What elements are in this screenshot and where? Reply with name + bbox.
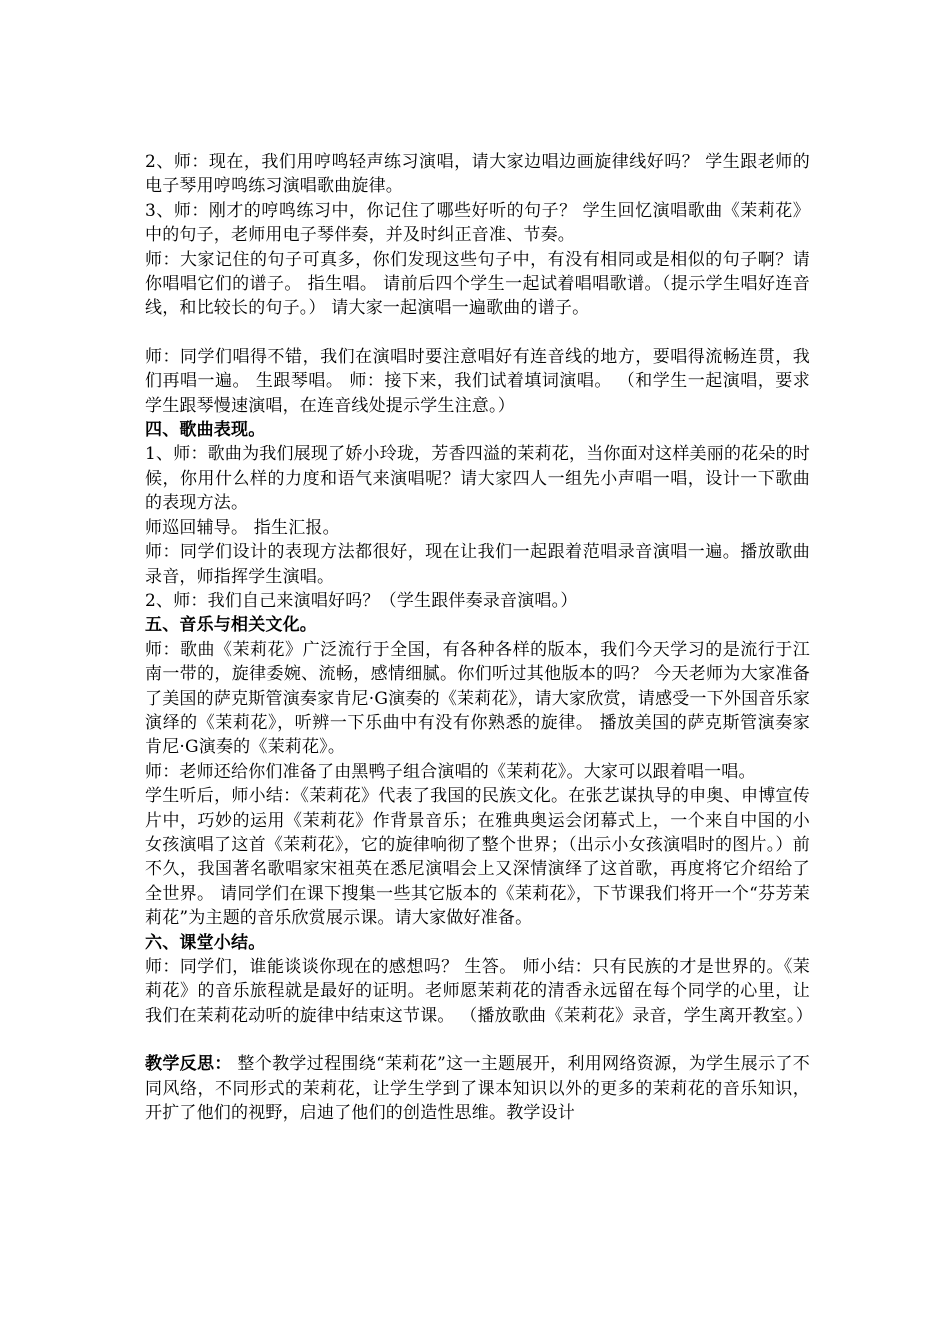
blank-line (145, 321, 810, 345)
section-heading-song-performance: 四、歌曲表现。 (145, 420, 266, 441)
paragraph-versions: 师：歌曲《茉莉花》广泛流行于全国，有各种各样的版本，我们今天学习的是流行于江南一带的，旋律委婉、流畅，感情细腻。你们听过其他版本的吗？ 今天老师为大家准备了美国的萨克斯管演奏家肯尼·G演奏的《茉莉花》，请大家欣赏，请感受一下外国音乐家演绎的《茉莉花》，听辨一下乐曲中有没有你熟悉的旋律。 播放美国的萨克斯管演奏家肯尼·G演奏的《茉莉花》。 (145, 639, 810, 758)
reflection-text: 整个教学过程围绕“茉莉花”这一主题展开，利用网络资源，为学生展示了不同风络，不同形式的茉莉花，让学生学到了课本知识以外的更多的茉莉花的音乐知识，开扩了他们的视野，启迪了他们的创造性思维。教学设计 (145, 1054, 810, 1124)
paragraph-teacher-guidance: 师巡回辅导。 指生汇报。 (145, 517, 340, 538)
section-heading-class-summary: 六、课堂小结。 (145, 932, 266, 953)
paragraph-reflection (145, 1052, 810, 1125)
paragraph-humming-practice: 2、师：现在，我们用哼鸣轻声练习演唱，请大家边唱边画旋律线好吗？ 学生跟老师的电子琴用哼鸣练习演唱歌曲旋律。 (145, 152, 810, 197)
section-heading-music-culture: 五、音乐与相关文化。 (145, 615, 317, 636)
blank-line (145, 1028, 810, 1052)
paragraph-expression-design: 1、师：歌曲为我们展现了娇小玲珑，芳香四溢的茉莉花，当你面对这样美丽的花朵的时候，你用什么样的力度和语气来演唱呢？请大家四人一组先小声唱一唱，设计一下歌曲的表现方法。 (145, 444, 810, 514)
reflection-label: 教学反思： (145, 1054, 232, 1075)
paragraph-recall-phrases: 3、师：刚才的哼鸣练习中，你记住了哪些好听的句子？ 学生回忆演唱歌曲《茉莉花》中的句子，老师用电子琴伴奏，并及时纠正音准、节奏。 (145, 200, 810, 246)
paragraph-black-duck-version: 师：老师还给你们准备了由黑鸭子组合演唱的《茉莉花》。大家可以跟着唱一唱。 (145, 761, 756, 782)
paragraph-summary: 师：同学们，谁能谈谈你现在的感想吗？ 生答。 师小结：只有民族的才是世界的。《茉莉花》的音乐旅程就是最好的证明。老师愿茉莉花的清香永远留在每个同学的心里，让我们在茉莉花动听的旋律中结束这节课。 （播放歌曲《茉莉花》录音，学生离开教室。） (145, 957, 813, 1026)
paragraph-culture-summary: 学生听后，师小结：《茉莉花》代表了我国的民族文化。在张艺谋执导的申奥、申博宣传片中，巧妙的运用《茉莉花》作背景音乐；在雅典奥运会闭幕式上，一个来自中国的小女孩演唱了这首《茉莉花》，它的旋律响彻了整个世界；（出示小女孩演唱时的图片。）前不久，我国著名歌唱家宋祖英在悉尼演唱会上又深情演绎了这首歌，再度将它介绍给了全世界。 请同学们在课下搜集一些其它版本的《茉莉花》，下节课我们将开一个“芬芳茉莉花”为主题的音乐欣赏展示课。请大家做好准备。 (145, 786, 810, 929)
paragraph-similar-phrases: 师：大家记住的句子可真多，你们发现这些句子中，有没有相同或是相似的句子啊？请你唱唱它们的谱子。 指生唱。 请前后四个学生一起试着唱唱歌谱。（提示学生唱好连音线，和比较长的句子。） 请大家一起演唱一遍歌曲的谱子。 (145, 249, 810, 319)
paragraph-self-singing: 2、师：我们自己来演唱好吗？（学生跟伴奏录音演唱。） (145, 590, 578, 611)
paragraph-legato-singing: 师：同学们唱得不错，我们在演唱时要注意唱好有连音线的地方，要唱得流畅连贯，我们再唱一遍。 生跟琴唱。 师：接下来，我们试着填词演唱。 （和学生一起演唱，要求学生跟琴慢速演唱，在连音线处提示学生注意。） (145, 346, 810, 416)
document-body (145, 150, 813, 1125)
paragraph-recording-singing: 师：同学们设计的表现方法都很好，现在让我们一起跟着范唱录音演唱一遍。播放歌曲录音，师指挥学生演唱。 (145, 542, 810, 587)
